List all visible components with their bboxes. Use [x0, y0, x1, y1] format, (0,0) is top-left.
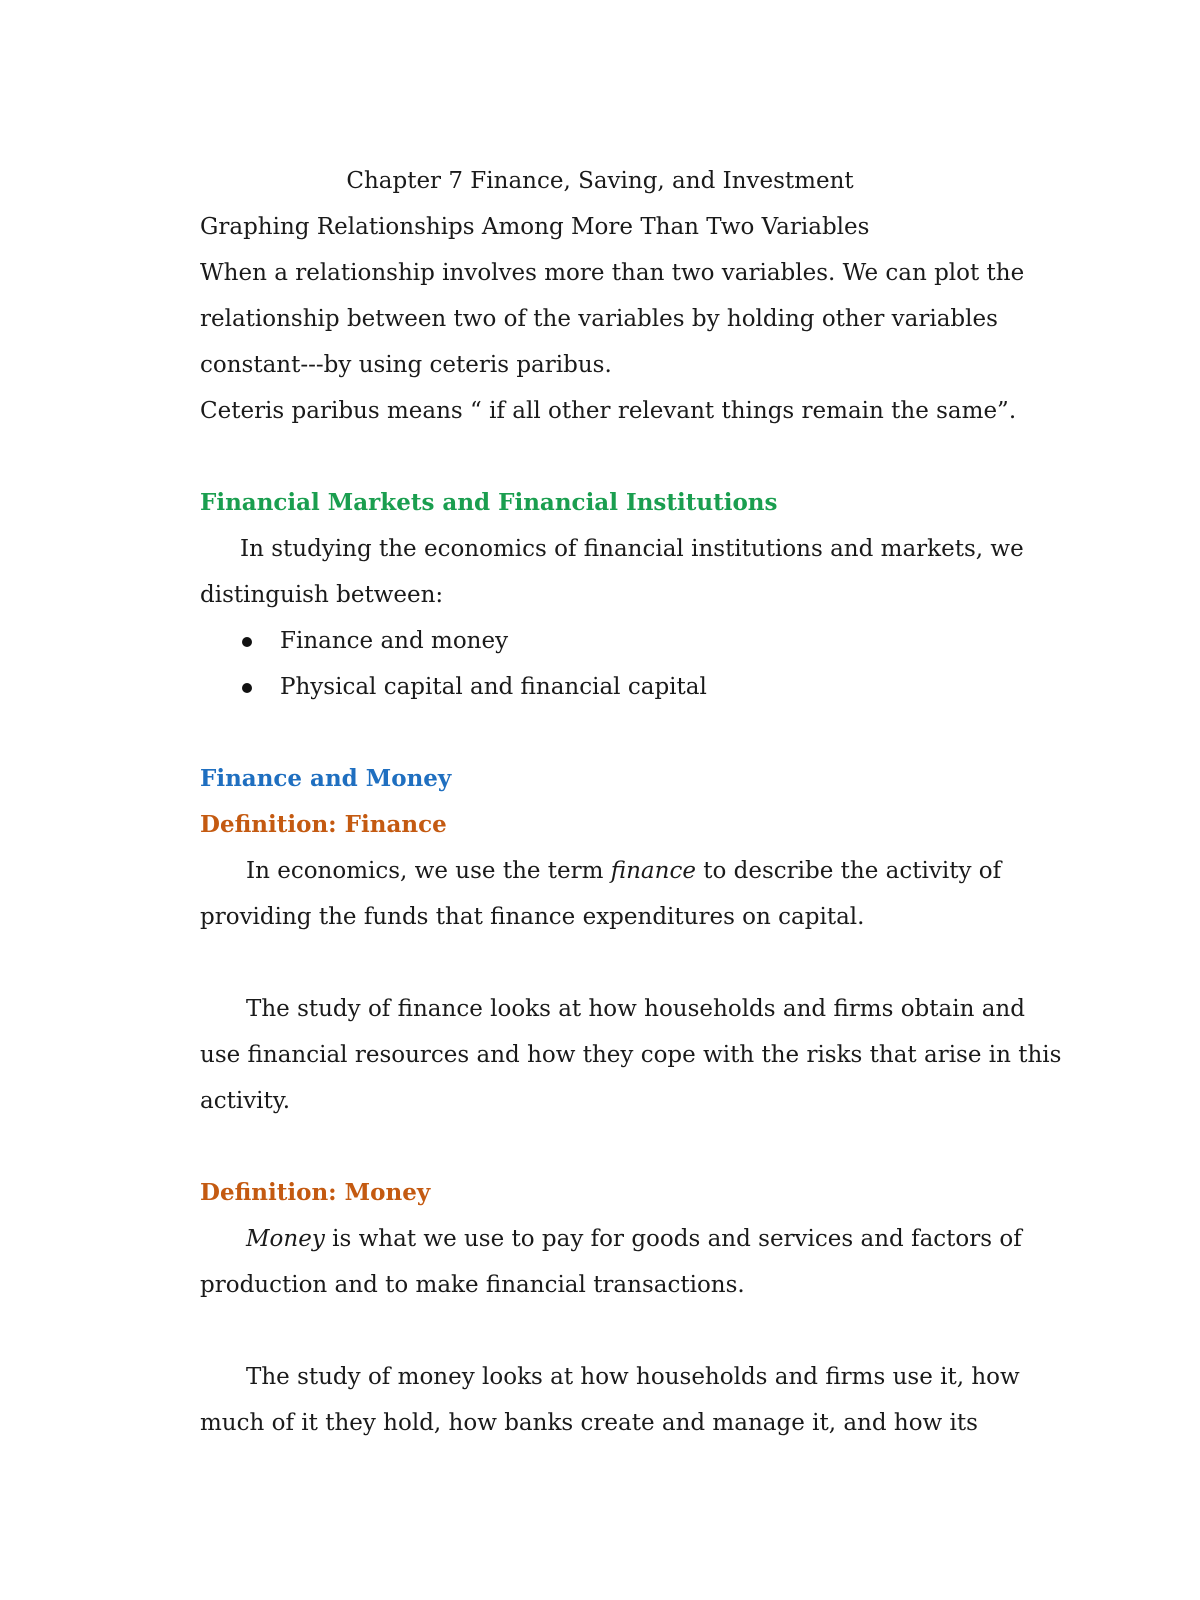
list-item	[200, 618, 1000, 664]
paragraph-line: activity.	[200, 1088, 291, 1114]
paragraph-line: The study of finance looks at how households and firms obtain and	[246, 996, 1025, 1022]
document-body	[200, 158, 1062, 1446]
paragraph-line: The study of money looks at how households and firms use it, how	[246, 1364, 1020, 1390]
spacer	[200, 940, 1000, 986]
spacer	[200, 710, 1000, 756]
bullet-icon	[242, 683, 252, 693]
list-item-text: Physical capital and financial capital	[280, 674, 707, 700]
term-finance: finance	[610, 858, 696, 884]
intro-line: relationship between two of the variables by holding other variables	[200, 306, 998, 332]
spacer	[200, 1124, 1000, 1170]
definition-heading-finance: Definition: Finance	[200, 811, 447, 838]
spacer	[200, 434, 1000, 480]
list-item-text: Finance and money	[280, 628, 509, 654]
text-run: is what we use to pay for goods and services and factors of	[324, 1226, 1022, 1252]
paragraph-line: In studying the economics of financial institutions and markets, we	[240, 536, 1024, 562]
paragraph-line	[200, 1216, 1022, 1262]
paragraph-line: use financial resources and how they cope with the risks that arise in this	[200, 1042, 1062, 1068]
intro-heading: Graphing Relationships Among More Than Two Variables	[200, 214, 870, 240]
paragraph-line	[200, 848, 1000, 894]
paragraph-line: much of it they hold, how banks create and manage it, and how its	[200, 1410, 978, 1436]
intro-line: When a relationship involves more than two variables. We can plot the	[200, 260, 1025, 286]
term-money: Money	[246, 1226, 325, 1252]
paragraph-line: distinguish between:	[200, 582, 444, 608]
section-heading-finance-and-money: Finance and Money	[200, 765, 452, 792]
text-run: In economics, we use the term	[246, 858, 611, 884]
bullet-list	[200, 618, 1000, 710]
definition-heading-money: Definition: Money	[200, 1179, 431, 1206]
bullet-icon	[242, 637, 252, 647]
paragraph-line: providing the funds that finance expenditures on capital.	[200, 904, 865, 930]
paragraph-line: production and to make financial transactions.	[200, 1272, 745, 1298]
spacer	[200, 1308, 1000, 1354]
section-heading-financial-markets: Financial Markets and Financial Institutions	[200, 489, 778, 516]
intro-line: Ceteris paribus means “ if all other relevant things remain the same”.	[200, 398, 1017, 424]
list-item	[200, 664, 1000, 710]
intro-line: constant---by using ceteris paribus.	[200, 352, 612, 378]
text-run: to describe the activity of	[695, 858, 1002, 884]
chapter-title: Chapter 7 Finance, Saving, and Investment	[346, 168, 854, 194]
